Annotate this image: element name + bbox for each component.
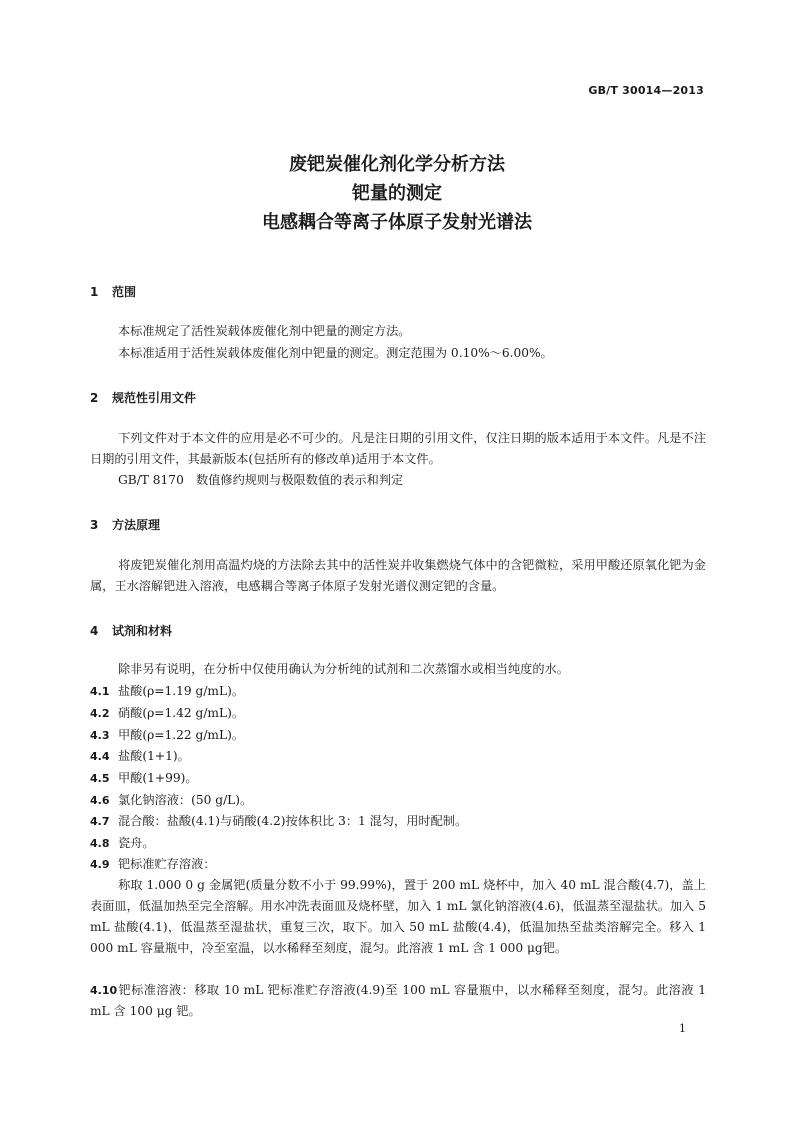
section-3-paragraph-1: 将废钯炭催化剂用高温灼烧的方法除去其中的活性炭并收集燃烧气体中的含钯微粒，采用甲酸还原氧化钯为金属，王水溶解钯进入溶液，电感耦合等离子体原子发射光谱仪测定钯的含量。 — [90, 558, 706, 593]
section-title: 范围 — [112, 285, 137, 299]
section-title: 试剂和材料 — [112, 624, 173, 638]
list-item: 4.6 氯化钠溶液：(50 g/L)。 — [90, 793, 253, 807]
section-title: 方法原理 — [112, 518, 161, 532]
list-item: 4.1 盐酸(ρ=1.19 g/mL)。 — [90, 684, 245, 698]
section-2-reference: GB/T 8170 数值修约规则与极限数值的表示和判定 — [118, 473, 404, 487]
page-number: 1 — [679, 1022, 686, 1035]
section-4-heading — [90, 622, 172, 639]
title-line-2: 钯量的测定 — [352, 183, 442, 204]
standard-code: GB/T 30014—2013 — [588, 84, 704, 97]
section-2-paragraph-1: 下列文件对于本文件的应用是必不可少的。凡是注日期的引用文件，仅注日期的版本适用于本文件。凡是不注日期的引用文件，其最新版本(包括所有的修改单)适用于本文件。 — [90, 431, 706, 466]
document-title — [0, 150, 794, 237]
list-item: 4.2 硝酸(ρ=1.42 g/mL)。 — [90, 706, 245, 720]
section-1-heading — [90, 283, 136, 300]
item-4-10-paragraph: 4.10钯标准溶液：移取 10 mL 钯标准贮存溶液(4.9)至 100 mL 容量瓶中，以水稀释至刻度，混匀。此溶液 1 mL 含 100 μg 钯。 — [90, 983, 706, 1018]
section-4-intro: 除非另有说明，在分析中仅使用确认为分析纯的试剂和二次蒸馏水或相当纯度的水。 — [118, 662, 569, 676]
section-1-paragraph-1: 本标准规定了活性炭载体废催化剂中钯量的测定方法。 — [118, 324, 411, 338]
item-4-9-paragraph: 称取 1.000 0 g 金属钯(质量分数不小于 99.99%)，置于 200 mL 烧杯中，加入 40 mL 混合酸(4.7)，盖上表面皿，低温加热至完全溶解。用水冲洗表面皿及烧杯壁，加入 1 mL 氯化钠溶液(4.6)，低温蒸至湿盐状。加入 5 mL 盐酸(4.1)，低温蒸至湿盐状，重复三次，取下。加入 50 mL 盐酸(4.4)，低温加热至盐类溶解完全。移入 1 000 mL 容量瓶中，冷至室温，以水稀释至刻度，混匀。此溶液 1 mL 含 1 000 μg钯。 — [90, 878, 706, 955]
title-line-1: 废钯炭催化剂化学分析方法 — [289, 154, 505, 175]
title-line-3: 电感耦合等离子体原子发射光谱法 — [262, 212, 532, 233]
section-3-heading — [90, 516, 160, 533]
section-number: 4 — [90, 624, 99, 638]
section-number: 3 — [90, 518, 99, 532]
list-item: 4.7 混合酸：盐酸(4.1)与硝酸(4.2)按体积比 3：1 混匀，用时配制。 — [90, 814, 468, 828]
list-item: 4.3 甲酸(ρ=1.22 g/mL)。 — [90, 728, 245, 742]
section-number: 2 — [90, 391, 99, 405]
section-title: 规范性引用文件 — [112, 391, 197, 405]
section-1-paragraph-2: 本标准适用于活性炭载体废催化剂中钯量的测定。测定范围为 0.10%～6.00%。 — [118, 346, 553, 360]
list-item: 4.8 瓷舟。 — [90, 836, 155, 850]
list-item: 4.5 甲酸(1+99)。 — [90, 771, 198, 785]
section-2-heading — [90, 389, 196, 406]
list-item: 4.4 盐酸(1+1)。 — [90, 749, 190, 763]
list-item: 4.9 钯标准贮存溶液： — [90, 857, 216, 871]
section-number: 1 — [90, 285, 99, 299]
